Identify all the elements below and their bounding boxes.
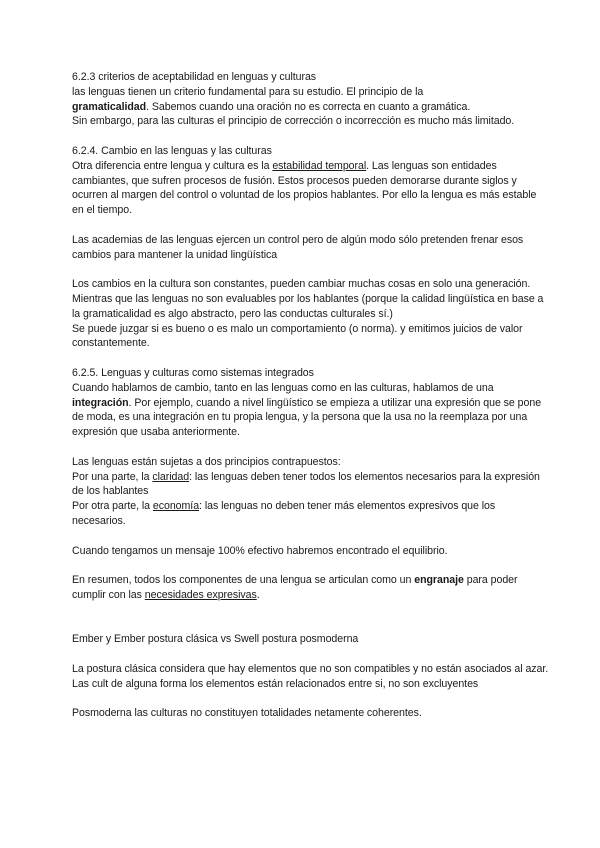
bold-term: integración bbox=[72, 396, 129, 409]
paragraph-block bbox=[72, 544, 550, 559]
paragraph: La postura clásica considera que hay elementos que no son compatibles y no están asociados al azar. Las cult de alguna forma los elementos están relacionados entre si, no son excluyentes bbox=[72, 662, 549, 690]
underlined-term: necesidades expresivas bbox=[144, 588, 257, 601]
text-run: Por otra parte, la bbox=[72, 500, 153, 513]
section-heading: 6.2.4. Cambio en las lenguas y las culturas bbox=[72, 144, 272, 157]
underlined-term: claridad bbox=[152, 470, 190, 483]
text-run: . bbox=[256, 588, 260, 601]
paragraph: Posmoderna las culturas no constituyen totalidades netamente coherentes. bbox=[72, 707, 422, 720]
ember-heading-block bbox=[72, 632, 550, 647]
paragraph-block bbox=[72, 662, 550, 692]
paragraph-block bbox=[72, 277, 550, 351]
paragraph: Cuando tengamos un mensaje 100% efectivo habremos encontrado el equilibrio. bbox=[72, 544, 448, 557]
section-heading: 6.2.3 criterios de aceptabilidad en lenguas y culturas bbox=[72, 71, 317, 83]
paragraph bbox=[72, 381, 550, 440]
text-run: . Las lenguas son entidades cambiantes, que sufren procesos de fusión. Estos procesos pueden demorarse durante siglos y ocurren al margen del control o voluntad de los propios hablantes. Por ello la lengua es más estable en el tiempo. bbox=[72, 159, 537, 217]
paragraph-block bbox=[72, 706, 550, 721]
text-run: . Por ejemplo, cuando a nivel lingüístico se empieza a utilizar una expresión que se pone de moda, es una integración en tu propia lengua, y la persona que la usa no la reemplaza por una expresión que usaba anteriormente. bbox=[72, 396, 542, 439]
text-run: Por una parte, la bbox=[72, 470, 153, 483]
section-heading: 6.2.5. Lenguas y culturas como sistemas integrados bbox=[72, 366, 314, 379]
paragraph: Se puede juzgar si es bueno o es malo un comportamiento (o norma). y emitimos juicios de valor constantemente. bbox=[72, 322, 523, 350]
principles-block bbox=[72, 455, 550, 529]
paragraph: Los cambios en la cultura son constantes, pueden cambiar muchas cosas en solo una generación. Mientras que las lenguas no son evaluables por los hablantes (porque la calidad lingüística en base a la gramaticalidad es algo abstracto, pero las conductas culturales sí.) bbox=[72, 278, 544, 320]
text-run: para poder cumplir con las bbox=[72, 574, 518, 601]
summary-block bbox=[72, 573, 550, 603]
bold-term: gramaticalidad bbox=[72, 100, 147, 113]
paragraph bbox=[72, 573, 550, 603]
paragraph bbox=[72, 470, 550, 500]
paragraph bbox=[72, 159, 550, 218]
section-heading: Ember y Ember postura clásica vs Swell postura posmoderna bbox=[72, 633, 359, 646]
text-run: . Sabemos cuando una oración no es correcta en cuanto a gramática. bbox=[146, 100, 471, 113]
text-run: : las lenguas deben tener todos los elementos necesarios para la expresión de los hablantes bbox=[72, 470, 540, 498]
text-run: Sin embargo, para las culturas el principio de corrección o incorrección es mucho más limitado. bbox=[72, 115, 515, 128]
paragraph-block bbox=[72, 233, 550, 263]
text-run: : las lenguas no deben tener más elementos expresivos que los necesarios. bbox=[72, 500, 496, 527]
text-run: Otra diferencia entre lengua y cultura es la bbox=[72, 159, 273, 172]
text-run: Cuando hablamos de cambio, tanto en las lenguas como en las culturas, hablamos de una bbox=[72, 381, 494, 394]
text-run: las lenguas tienen un criterio fundamental para su estudio. El principio de la bbox=[72, 85, 424, 98]
paragraph: Las lenguas están sujetas a dos principios contrapuestos: bbox=[72, 455, 341, 468]
paragraph bbox=[72, 85, 550, 129]
section-6-2-4 bbox=[72, 144, 550, 218]
bold-term: engranaje bbox=[414, 574, 464, 587]
section-6-2-3 bbox=[72, 70, 550, 129]
underlined-term: economía bbox=[152, 500, 200, 513]
paragraph: Las academias de las lenguas ejercen un control pero de algún modo sólo pretenden frenar esos cambios para mantener la unidad lingüística bbox=[72, 233, 524, 261]
underlined-term: estabilidad temporal bbox=[272, 159, 367, 172]
paragraph bbox=[72, 499, 550, 529]
text-run: En resumen, todos los componentes de una lengua se articulan como un bbox=[72, 574, 415, 587]
section-6-2-5 bbox=[72, 366, 550, 440]
